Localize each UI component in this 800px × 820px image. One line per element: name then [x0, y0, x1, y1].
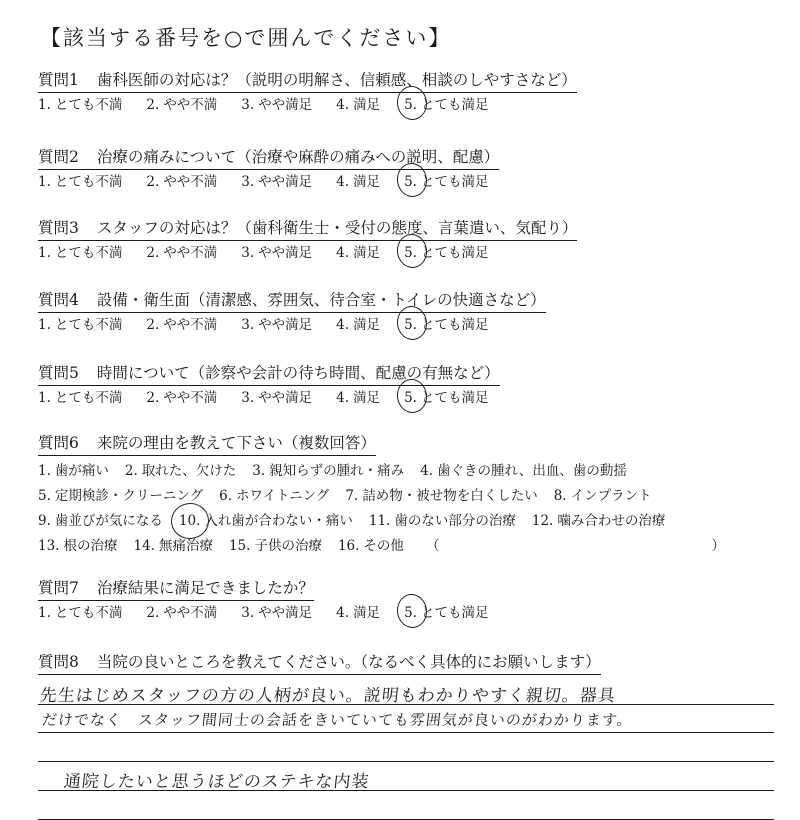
question-3-number: 質問3 [38, 219, 79, 237]
question-5-option-1[interactable] [38, 388, 122, 408]
question-6-option-4-label: 歯ぐきの腫れ、出血、歯の動揺 [437, 463, 627, 479]
question-4-option-5-label: とても満足 [420, 317, 489, 333]
question-3 [38, 218, 788, 263]
question-7-option-5[interactable] [404, 603, 488, 623]
question-2 [38, 147, 788, 192]
question-6-text: 来院の理由を教えて下さい（複数回答） [96, 434, 376, 452]
question-3-option-4-label: 満足 [353, 245, 381, 261]
question-3-option-4-number: 4. [336, 245, 350, 261]
question-1-option-3-number: 3. [241, 97, 255, 113]
handwritten-answer-1: 先生はじめスタッフの方の人柄が良い。説明もわかりやすく親切。器具 [38, 686, 617, 706]
question-8-title [38, 652, 601, 675]
question-2-option-5-label: とても満足 [420, 174, 489, 190]
question-6-other-paren-open: （ [425, 538, 440, 554]
question-3-option-4[interactable] [336, 243, 380, 263]
question-6-option-6-label: ホワイトニング [236, 488, 330, 504]
question-6-row [38, 459, 788, 484]
question-8-number: 質問8 [38, 653, 79, 671]
question-5-option-1-label: とても不満 [54, 390, 123, 406]
question-2-option-5-number: 5. [404, 174, 417, 190]
question-6-option-16-number: 16. [337, 538, 360, 554]
question-6-option-12[interactable] [532, 509, 665, 534]
question-6-option-7-label: 詰め物・被せ物を白くしたい [362, 488, 538, 504]
question-3-text: スタッフの対応は？（歯科衛生士・受付の態度、言葉遣い、気配り） [96, 219, 578, 237]
question-3-option-3[interactable] [241, 243, 312, 263]
question-5-option-3-label: やや満足 [258, 390, 313, 406]
question-7-option-3-number: 3. [241, 605, 255, 621]
question-7-option-3-label: やや満足 [258, 605, 313, 621]
question-3-option-1[interactable] [38, 243, 122, 263]
question-6-option-1-label: 歯が痛い [54, 463, 109, 479]
question-4-option-4-label: 満足 [353, 317, 381, 333]
question-7-number: 質問7 [38, 579, 79, 597]
question-6-option-5-label: 定期検診・クリーニング [54, 488, 204, 504]
question-6-option-9-label: 歯並びが気になる [54, 513, 163, 529]
question-6-option-2-label: 取れた、欠けた [141, 463, 237, 479]
question-5 [38, 363, 788, 408]
question-7-option-1[interactable] [38, 603, 122, 623]
question-6-option-8-label: インプラント [570, 488, 652, 504]
question-4-option-3-number: 3. [241, 317, 255, 333]
question-3-option-2[interactable] [146, 243, 217, 263]
question-6-option-11-number: 11. [368, 513, 391, 529]
question-2-number: 質問2 [38, 148, 79, 166]
question-4-option-3[interactable] [241, 315, 312, 335]
question-5-option-1-number: 1. [38, 390, 51, 406]
question-5-option-4[interactable] [336, 388, 380, 408]
handwritten-answer-4: 通院したいと思うほどのステキな内装 [62, 772, 371, 792]
question-2-option-4-number: 4. [336, 174, 350, 190]
question-2-option-2-number: 2. [146, 174, 160, 190]
question-6-option-14-label: 無痛治療 [158, 538, 213, 554]
question-6-option-10[interactable] [179, 509, 353, 534]
question-6-option-8[interactable] [554, 484, 652, 509]
question-6-title [38, 433, 376, 456]
question-4 [38, 290, 788, 335]
question-1-option-1-label: とても不満 [54, 97, 123, 113]
question-1-title [38, 70, 577, 93]
question-1-options [38, 95, 788, 115]
question-8 [38, 652, 788, 675]
question-7-option-4[interactable] [336, 603, 380, 623]
question-2-option-4[interactable] [336, 172, 380, 192]
question-3-title [38, 218, 577, 241]
question-6-other-paren-close: ） [711, 538, 725, 554]
question-3-option-5[interactable] [404, 243, 488, 263]
question-5-option-3[interactable] [241, 388, 312, 408]
question-6-option-14-number: 14. [133, 538, 155, 554]
question-7-option-3[interactable] [241, 603, 312, 623]
question-6-number: 質問6 [38, 434, 79, 452]
question-6-option-15[interactable] [229, 534, 322, 559]
question-6-options [38, 459, 788, 559]
question-6-option-3-label: 親知らずの腫れ・痛み [269, 463, 405, 479]
question-2-title [38, 147, 499, 170]
question-6-option-1[interactable] [38, 459, 109, 484]
question-5-options [38, 388, 788, 408]
question-2-option-4-label: 満足 [353, 174, 381, 190]
question-3-option-3-number: 3. [241, 245, 255, 261]
question-6-option-6-number: 6. [219, 488, 233, 504]
question-6-option-11[interactable] [369, 509, 516, 534]
question-7-option-4-label: 満足 [353, 605, 381, 621]
question-4-option-3-label: やや満足 [258, 317, 313, 333]
question-6-option-14[interactable] [133, 534, 212, 559]
question-3-options [38, 243, 788, 263]
question-7-option-1-label: とても不満 [54, 605, 123, 621]
question-6-option-12-number: 12. [531, 513, 554, 529]
question-5-number: 質問5 [38, 364, 79, 382]
question-6-row [38, 509, 788, 534]
question-3-option-5-label: とても満足 [420, 245, 489, 261]
question-2-option-2-label: やや不満 [163, 174, 218, 190]
question-6-option-7-number: 7. [345, 488, 359, 504]
question-3-option-3-label: やや満足 [258, 245, 313, 261]
question-6-option-5-number: 5. [38, 488, 51, 504]
question-4-option-5[interactable] [404, 315, 488, 335]
question-1-option-3-label: やや満足 [258, 97, 313, 113]
question-3-option-1-label: とても不満 [54, 245, 123, 261]
question-1-option-4-label: 満足 [353, 97, 381, 113]
question-7-option-2[interactable] [146, 603, 217, 623]
question-6-option-1-number: 1. [38, 463, 51, 479]
question-6-option-2-number: 2. [124, 463, 138, 479]
question-6-option-9-number: 9. [38, 513, 51, 529]
question-3-option-2-label: やや不満 [163, 245, 218, 261]
question-3-option-1-number: 1. [38, 245, 51, 261]
question-6-option-10-label: 入れ歯が合わない・痛い [204, 513, 353, 529]
question-6-option-13-label: 根の治療 [63, 538, 118, 554]
question-7-option-5-label: とても満足 [420, 605, 489, 621]
question-4-option-4[interactable] [336, 315, 380, 335]
question-4-option-5-number: 5. [404, 317, 417, 333]
question-2-option-5[interactable] [404, 172, 488, 192]
question-6-option-12-label: 噛み合わせの治療 [557, 513, 666, 529]
question-4-option-1-number: 1. [38, 317, 51, 333]
question-6-option-4[interactable] [420, 459, 627, 484]
question-6-row [38, 484, 788, 509]
question-5-option-4-label: 満足 [353, 390, 381, 406]
question-6-option-11-label: 歯のない部分の治療 [394, 513, 516, 529]
question-5-option-5[interactable] [404, 388, 488, 408]
question-6-option-2[interactable] [125, 459, 236, 484]
question-6-option-3-number: 3. [252, 463, 266, 479]
question-6 [38, 433, 788, 559]
question-1-option-5-number: 5. [404, 97, 417, 113]
question-1-option-1[interactable] [38, 95, 122, 115]
question-5-option-3-number: 3. [241, 390, 255, 406]
question-5-option-2-label: やや不満 [163, 390, 218, 406]
question-3-option-2-number: 2. [146, 245, 160, 261]
question-2-option-3-label: やや満足 [258, 174, 313, 190]
handwritten-answer-2: だけでなく スタッフ間同士の会話をきいていても雰囲気が良いのがわかります。 [41, 711, 634, 729]
question-1-option-5-label: とても満足 [420, 97, 489, 113]
question-2-option-3[interactable] [241, 172, 312, 192]
question-1-option-4[interactable] [336, 95, 380, 115]
question-6-option-8-number: 8. [553, 488, 567, 504]
question-5-option-5-number: 5. [404, 390, 417, 406]
question-6-option-4-number: 4. [420, 463, 434, 479]
question-7 [38, 578, 788, 623]
question-6-option-16[interactable] [338, 534, 404, 559]
question-7-option-2-number: 2. [146, 605, 160, 621]
question-7-option-4-number: 4. [336, 605, 350, 621]
question-6-option-3[interactable] [252, 459, 404, 484]
question-4-option-1[interactable] [38, 315, 122, 335]
question-2-option-1-number: 1. [38, 174, 51, 190]
question-1-option-2-number: 2. [146, 97, 160, 113]
answer-line [38, 732, 774, 733]
question-6-option-13-number: 13. [38, 538, 60, 554]
question-6-option-15-label: 子供の治療 [254, 538, 322, 554]
question-7-options [38, 603, 788, 623]
answer-line [38, 761, 774, 762]
question-5-title [38, 363, 500, 386]
question-4-text: 設備・衛生面（清潔感、雰囲気、待合室・トイレの快適さなど） [96, 291, 546, 309]
question-1-option-2[interactable] [146, 95, 217, 115]
question-1-option-4-number: 4. [336, 97, 350, 113]
question-4-option-1-label: とても不満 [54, 317, 123, 333]
question-2-options [38, 172, 788, 192]
question-7-text: 治療結果に満足できましたか？ [96, 579, 314, 597]
question-4-options [38, 315, 788, 335]
question-6-option-15-number: 15. [228, 538, 251, 554]
question-5-option-4-number: 4. [336, 390, 350, 406]
question-2-option-1[interactable] [38, 172, 122, 192]
question-6-option-16-label: その他 [363, 538, 404, 554]
question-3-option-5-number: 5. [404, 245, 417, 261]
question-1-option-5[interactable] [404, 95, 488, 115]
question-2-text: 治療の痛みについて（治療や麻酔の痛みへの説明、配慮） [96, 148, 500, 166]
question-4-title [38, 290, 546, 313]
question-1-number: 質問1 [38, 71, 79, 89]
question-4-option-2-number: 2. [146, 317, 160, 333]
question-6-option-7[interactable] [345, 484, 537, 509]
question-7-option-2-label: やや不満 [163, 605, 218, 621]
question-6-option-10-number: 10. [178, 513, 201, 529]
question-5-option-2-number: 2. [146, 390, 160, 406]
question-4-option-4-number: 4. [336, 317, 350, 333]
question-1 [38, 70, 788, 115]
question-4-option-2[interactable] [146, 315, 217, 335]
question-5-text: 時間について（診察や会計の待ち時間、配慮の有無など） [96, 364, 500, 382]
question-6-option-6[interactable] [219, 484, 329, 509]
question-1-option-3[interactable] [241, 95, 312, 115]
question-1-option-2-label: やや不満 [163, 97, 218, 113]
question-1-option-1-number: 1. [38, 97, 51, 113]
question-6-option-13[interactable] [38, 534, 117, 559]
question-5-option-2[interactable] [146, 388, 217, 408]
question-7-option-5-number: 5. [404, 605, 417, 621]
question-4-number: 質問4 [38, 291, 79, 309]
question-6-row [38, 534, 788, 559]
question-8-text: 当院の良いところを教えてください。（なるべく具体的にお願いします） [96, 653, 601, 671]
question-2-option-1-label: とても不満 [54, 174, 123, 190]
question-2-option-3-number: 3. [241, 174, 255, 190]
question-6-option-9[interactable] [38, 509, 163, 534]
question-2-option-2[interactable] [146, 172, 217, 192]
page-title: 【該当する番号を○で囲んでください】 [40, 26, 452, 50]
question-7-option-1-number: 1. [38, 605, 51, 621]
question-5-option-5-label: とても満足 [420, 390, 489, 406]
question-1-text: 歯科医師の対応は？（説明の明解さ、信頼感、相談のしやすさなど） [96, 71, 577, 89]
question-7-title [38, 578, 314, 601]
question-4-option-2-label: やや不満 [163, 317, 218, 333]
